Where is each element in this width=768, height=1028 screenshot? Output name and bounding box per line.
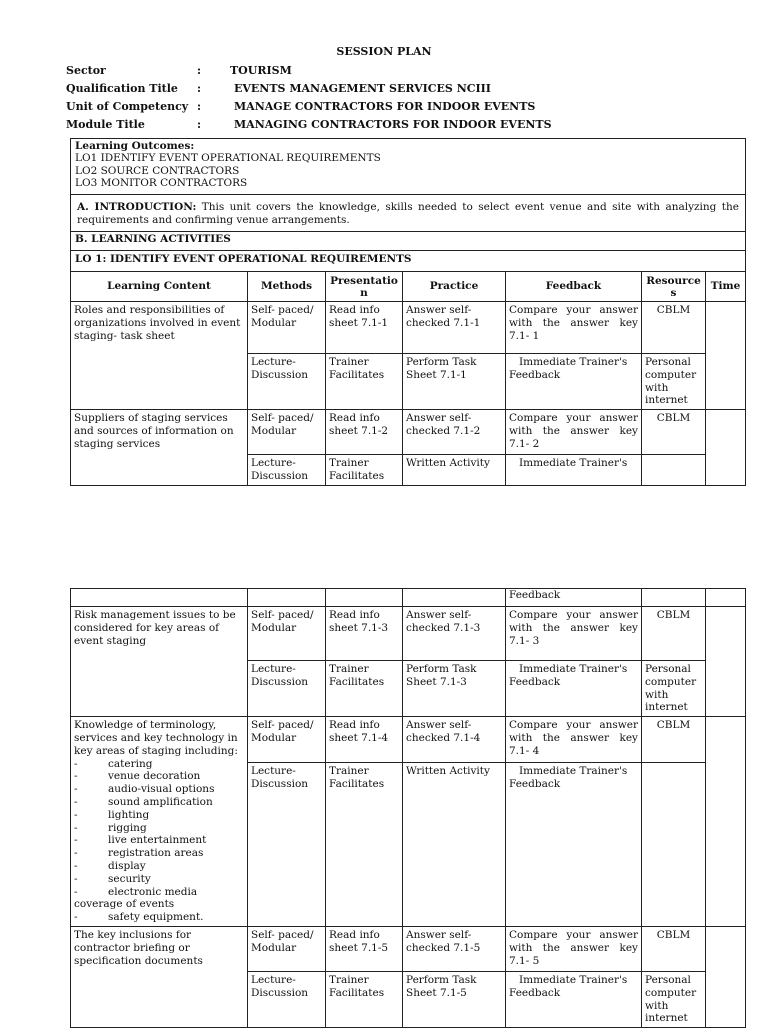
list-item: - audio-visual options: [74, 783, 244, 796]
staging-areas-list-end: [74, 911, 244, 924]
learning-content-cell: Risk management issues to be considered for key areas of event staging: [71, 607, 248, 717]
learning-content-cell: [71, 589, 248, 607]
practice-cell: Answer self-checked 7.1-2: [403, 410, 506, 455]
table-row: [71, 926, 746, 971]
resources-cell: [642, 455, 706, 486]
table-row: [71, 410, 746, 455]
header-learning-content: Learning Content: [71, 272, 248, 302]
method-cell: Self- paced/ Modular: [248, 926, 326, 971]
meta-colon: :: [197, 64, 202, 77]
learning-content-cell: Suppliers of staging services and sources of information on staging services: [71, 410, 248, 486]
header-feedback: Feedback: [506, 272, 642, 302]
feedback-cell: Immediate Trainer's Feedback: [506, 971, 642, 1027]
learning-content-cell: [71, 717, 248, 927]
lo1-heading: LO 1: IDENTIFY EVENT OPERATIONAL REQUIREMENTS: [70, 250, 746, 272]
practice-cell: Answer self-checked 7.1-4: [403, 717, 506, 763]
header-presentation: Presentation: [326, 272, 403, 302]
meta-value: EVENTS MANAGEMENT SERVICES NCIII: [234, 82, 491, 95]
presentation-cell: Read info sheet 7.1-5: [326, 926, 403, 971]
list-item: - venue decoration: [74, 770, 244, 783]
resources-cell: CBLM: [642, 607, 706, 661]
method-cell: Lecture-Discussion: [248, 971, 326, 1027]
table-row: [71, 607, 746, 661]
time-cell: [706, 589, 746, 607]
activities-table-part-2: [70, 588, 746, 1028]
time-cell: [706, 607, 746, 717]
learning-content-cell: Roles and responsibilities of organizations involved in event staging- task sheet: [71, 302, 248, 410]
list-item: - rigging: [74, 822, 244, 835]
practice-cell: Perform Task Sheet 7.1-5: [403, 971, 506, 1027]
learning-content-cell: The key inclusions for contractor briefing or specification documents: [71, 926, 248, 1027]
learning-outcomes-box: [70, 138, 746, 195]
meta-colon: :: [197, 100, 202, 113]
table-row: [71, 717, 746, 763]
header-resources: Resources: [642, 272, 706, 302]
feedback-cell: Compare your answer with the answer key 7.1- 2: [506, 410, 642, 455]
resources-cell: Personal computer with internet: [642, 354, 706, 410]
resources-cell: CBLM: [642, 717, 706, 763]
method-cell: Lecture-Discussion: [248, 661, 326, 717]
method-cell: Self- paced/ Modular: [248, 607, 326, 661]
practice-cell: Answer self-checked 7.1-1: [403, 302, 506, 354]
meta-value: MANAGE CONTRACTORS FOR INDOOR EVENTS: [234, 100, 536, 113]
learning-outcomes-heading: Learning Outcomes:: [75, 140, 195, 152]
learning-outcome-item: LO3 MONITOR CONTRACTORS: [75, 177, 248, 189]
method-cell: Self- paced/ Modular: [248, 302, 326, 354]
list-item: - sound amplification: [74, 796, 244, 809]
feedback-cell: Immediate Trainer's Feedback: [506, 354, 642, 410]
list-item: - safety equipment.: [74, 911, 244, 924]
learning-content-text: Knowledge of terminology, services and key technology in key areas of staging including:: [74, 719, 238, 757]
method-cell: [248, 589, 326, 607]
meta-colon: :: [197, 82, 202, 95]
feedback-cell: Compare your answer with the answer key 7.1- 3: [506, 607, 642, 661]
activities-table-part-1: [70, 271, 746, 486]
meta-key: Qualification Title: [66, 82, 178, 95]
practice-cell: Answer self-checked 7.1-5: [403, 926, 506, 971]
presentation-cell: Trainer Facilitates: [326, 455, 403, 486]
practice-cell: Perform Task Sheet 7.1-1: [403, 354, 506, 410]
list-item: - registration areas: [74, 847, 244, 860]
method-cell: Self- paced/ Modular: [248, 717, 326, 763]
table-row: [71, 589, 746, 607]
list-item: - catering: [74, 758, 244, 771]
introduction-label: A. INTRODUCTION:: [77, 201, 197, 213]
resources-cell: [642, 763, 706, 927]
resources-cell: CBLM: [642, 926, 706, 971]
practice-cell: Answer self-checked 7.1-3: [403, 607, 506, 661]
header-practice: Practice: [403, 272, 506, 302]
resources-cell: Personal computer with internet: [642, 661, 706, 717]
time-cell: [706, 302, 746, 410]
document-title: SESSION PLAN: [336, 45, 432, 58]
learning-outcome-item: LO2 SOURCE CONTRACTORS: [75, 164, 240, 177]
presentation-cell: Read info sheet 7.1-2: [326, 410, 403, 455]
feedback-cell: Compare your answer with the answer key 7.1- 1: [506, 302, 642, 354]
practice-cell: [403, 589, 506, 607]
meta-value: TOURISM: [230, 64, 292, 77]
presentation-cell: Trainer Facilitates: [326, 354, 403, 410]
meta-key: Unit of Competency: [66, 100, 189, 113]
resources-cell: [642, 589, 706, 607]
presentation-cell: Read info sheet 7.1-4: [326, 717, 403, 763]
header-time: Time: [706, 272, 746, 302]
introduction-box: [70, 194, 746, 232]
resources-cell: CBLM: [642, 410, 706, 455]
meta-key: Module Title: [66, 118, 145, 131]
practice-cell: Written Activity: [403, 455, 506, 486]
time-cell: [706, 717, 746, 927]
list-item: - security: [74, 873, 244, 886]
method-cell: Self- paced/ Modular: [248, 410, 326, 455]
list-item: - electronic media: [74, 886, 244, 899]
list-item: - live entertainment: [74, 834, 244, 847]
time-cell: [706, 926, 746, 1027]
presentation-cell: Read info sheet 7.1-1: [326, 302, 403, 354]
time-cell: [706, 410, 746, 486]
presentation-cell: Trainer Facilitates: [326, 763, 403, 927]
table-row: [71, 302, 746, 354]
meta-colon: :: [197, 118, 202, 131]
learning-activities-heading: B. LEARNING ACTIVITIES: [70, 231, 746, 251]
presentation-cell: [326, 589, 403, 607]
list-continuation: coverage of events: [74, 898, 175, 911]
feedback-cell: Compare your answer with the answer key 7.1- 5: [506, 926, 642, 971]
table-header-row: [71, 272, 746, 302]
presentation-cell: Read info sheet 7.1-3: [326, 607, 403, 661]
feedback-cell: Feedback: [506, 589, 642, 607]
feedback-cell: Immediate Trainer's Feedback: [506, 661, 642, 717]
feedback-cell: Immediate Trainer's Feedback: [506, 763, 642, 927]
meta-value: MANAGING CONTRACTORS FOR INDOOR EVENTS: [234, 118, 552, 131]
list-item: - lighting: [74, 809, 244, 822]
learning-outcome-item: LO1 IDENTIFY EVENT OPERATIONAL REQUIREMENTS: [75, 152, 381, 164]
introduction-text: This unit covers the knowledge, skills needed to select event venue and site with analyzing the requirements and confirming venue arrangements.: [77, 201, 739, 226]
method-cell: Lecture-Discussion: [248, 455, 326, 486]
list-item: - display: [74, 860, 244, 873]
method-cell: Lecture-Discussion: [248, 354, 326, 410]
feedback-cell: Compare your answer with the answer key 7.1- 4: [506, 717, 642, 763]
method-cell: Lecture-Discussion: [248, 763, 326, 927]
meta-key: Sector: [66, 64, 106, 77]
header-methods: Methods: [248, 272, 326, 302]
presentation-cell: Trainer Facilitates: [326, 661, 403, 717]
practice-cell: Perform Task Sheet 7.1-3: [403, 661, 506, 717]
resources-cell: CBLM: [642, 302, 706, 354]
presentation-cell: Trainer Facilitates: [326, 971, 403, 1027]
resources-cell: Personal computer with internet: [642, 971, 706, 1027]
feedback-cell: Immediate Trainer's: [506, 455, 642, 486]
staging-areas-list: [74, 758, 244, 899]
practice-cell: Written Activity: [403, 763, 506, 927]
